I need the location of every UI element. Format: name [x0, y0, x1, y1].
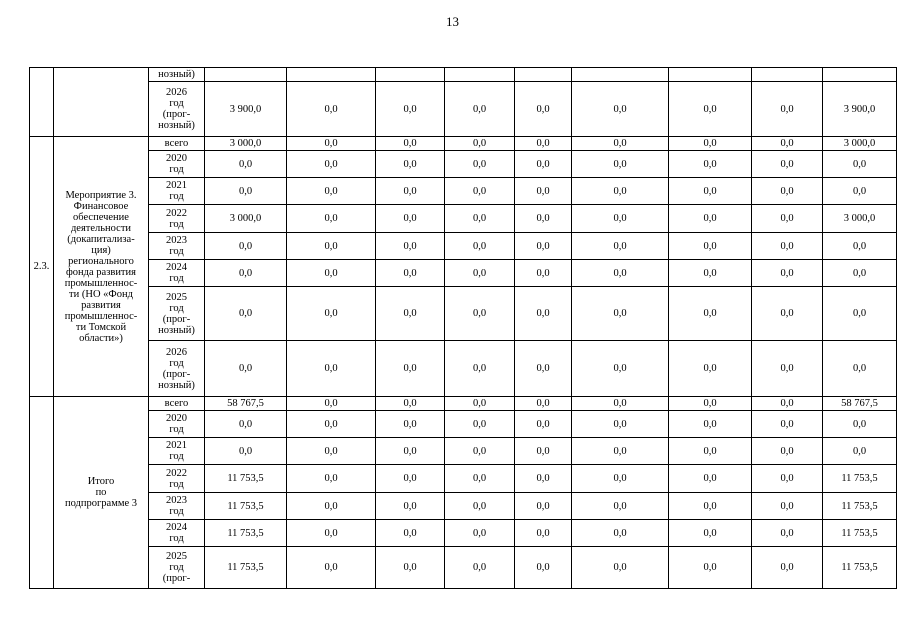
table-row	[30, 68, 897, 82]
page-number: 13	[446, 14, 459, 29]
value-cell: 0,0	[669, 260, 752, 287]
value-cell: 0,0	[445, 82, 515, 137]
row-id-cell: 2.3.	[30, 137, 54, 397]
value-cell: 0,0	[572, 547, 669, 589]
value-cell: 0,0	[515, 493, 572, 520]
year-cell: 2024 год	[149, 260, 205, 287]
value-cell: 0,0	[669, 287, 752, 341]
table-row	[30, 465, 897, 493]
value-cell: 0,0	[287, 547, 376, 589]
value-cell: 0,0	[669, 547, 752, 589]
year-cell: 2020 год	[149, 151, 205, 178]
value-cell	[376, 68, 445, 82]
year-cell: 2025 год (прог-	[149, 547, 205, 589]
year-cell: 2020 год	[149, 411, 205, 438]
value-cell: 0,0	[287, 178, 376, 205]
value-cell: 0,0	[823, 178, 897, 205]
value-cell: 0,0	[752, 397, 823, 411]
value-cell: 0,0	[515, 547, 572, 589]
value-cell: 0,0	[287, 341, 376, 397]
value-cell: 0,0	[752, 520, 823, 547]
value-cell: 0,0	[572, 151, 669, 178]
value-cell	[515, 68, 572, 82]
value-cell: 0,0	[287, 82, 376, 137]
year-cell: нозный)	[149, 68, 205, 82]
value-cell: 0,0	[376, 547, 445, 589]
table-row	[30, 82, 897, 137]
value-cell: 0,0	[752, 341, 823, 397]
value-cell: 0,0	[445, 233, 515, 260]
value-cell: 0,0	[572, 397, 669, 411]
value-cell: 0,0	[287, 137, 376, 151]
value-cell: 0,0	[669, 82, 752, 137]
year-cell: всего	[149, 397, 205, 411]
row-id-cell	[30, 68, 54, 137]
value-cell: 11 753,5	[205, 465, 287, 493]
value-cell: 58 767,5	[823, 397, 897, 411]
value-cell: 0,0	[572, 465, 669, 493]
value-cell: 0,0	[669, 397, 752, 411]
table-row	[30, 137, 897, 151]
value-cell	[669, 68, 752, 82]
value-cell: 0,0	[515, 465, 572, 493]
value-cell: 0,0	[376, 397, 445, 411]
value-cell: 11 753,5	[205, 520, 287, 547]
value-cell: 58 767,5	[205, 397, 287, 411]
row-name-cell	[54, 68, 149, 137]
value-cell: 0,0	[376, 520, 445, 547]
value-cell: 0,0	[287, 260, 376, 287]
value-cell: 0,0	[287, 493, 376, 520]
value-cell: 0,0	[669, 520, 752, 547]
table-row	[30, 493, 897, 520]
value-cell: 0,0	[515, 82, 572, 137]
table-row	[30, 178, 897, 205]
table-row	[30, 260, 897, 287]
value-cell: 0,0	[572, 287, 669, 341]
table-row	[30, 151, 897, 178]
table-row	[30, 520, 897, 547]
value-cell: 0,0	[752, 178, 823, 205]
value-cell: 0,0	[445, 287, 515, 341]
value-cell: 0,0	[572, 178, 669, 205]
value-cell: 0,0	[515, 438, 572, 465]
value-cell: 0,0	[572, 260, 669, 287]
value-cell: 0,0	[752, 411, 823, 438]
value-cell: 0,0	[376, 178, 445, 205]
budget-table-body	[30, 68, 897, 589]
value-cell: 0,0	[376, 137, 445, 151]
value-cell: 0,0	[752, 205, 823, 233]
value-cell: 0,0	[445, 260, 515, 287]
value-cell: 0,0	[823, 287, 897, 341]
value-cell: 0,0	[752, 82, 823, 137]
value-cell	[572, 68, 669, 82]
year-cell: 2023 год	[149, 493, 205, 520]
row-name-cell: Итого по подпрограмме 3	[54, 397, 149, 589]
value-cell: 0,0	[445, 438, 515, 465]
value-cell: 0,0	[205, 411, 287, 438]
value-cell: 0,0	[823, 151, 897, 178]
value-cell: 0,0	[515, 260, 572, 287]
year-cell: 2022 год	[149, 465, 205, 493]
value-cell: 0,0	[572, 233, 669, 260]
value-cell: 0,0	[287, 520, 376, 547]
value-cell: 0,0	[669, 411, 752, 438]
value-cell: 0,0	[752, 493, 823, 520]
value-cell: 0,0	[376, 341, 445, 397]
table-row	[30, 341, 897, 397]
value-cell: 0,0	[376, 151, 445, 178]
year-cell: 2022 год	[149, 205, 205, 233]
value-cell: 0,0	[752, 260, 823, 287]
value-cell: 0,0	[445, 137, 515, 151]
value-cell: 0,0	[445, 547, 515, 589]
value-cell: 0,0	[752, 137, 823, 151]
year-cell: 2021 год	[149, 178, 205, 205]
value-cell: 0,0	[572, 493, 669, 520]
value-cell	[287, 68, 376, 82]
value-cell: 0,0	[752, 151, 823, 178]
value-cell: 0,0	[445, 151, 515, 178]
value-cell: 0,0	[205, 260, 287, 287]
value-cell: 0,0	[205, 287, 287, 341]
value-cell: 0,0	[205, 438, 287, 465]
value-cell: 3 000,0	[823, 205, 897, 233]
year-cell: 2025 год (прог- нозный)	[149, 287, 205, 341]
value-cell: 0,0	[752, 233, 823, 260]
value-cell: 0,0	[445, 520, 515, 547]
value-cell: 0,0	[669, 178, 752, 205]
value-cell: 11 753,5	[823, 493, 897, 520]
value-cell: 11 753,5	[205, 547, 287, 589]
value-cell: 0,0	[205, 151, 287, 178]
value-cell: 0,0	[376, 438, 445, 465]
value-cell: 0,0	[752, 547, 823, 589]
value-cell: 0,0	[669, 493, 752, 520]
value-cell: 0,0	[445, 493, 515, 520]
value-cell: 0,0	[515, 205, 572, 233]
row-name-cell: Мероприятие 3. Финансовое обеспечение деятельности (докапитализа- ция) регионального фонда развития промышленнос- ти (НО «Фонд развития промышленнос- ти Томской области»)	[54, 137, 149, 397]
value-cell: 11 753,5	[823, 520, 897, 547]
value-cell: 0,0	[752, 438, 823, 465]
value-cell: 0,0	[515, 137, 572, 151]
value-cell: 0,0	[823, 438, 897, 465]
table-row	[30, 287, 897, 341]
value-cell: 0,0	[376, 287, 445, 341]
value-cell: 0,0	[572, 205, 669, 233]
value-cell: 0,0	[287, 233, 376, 260]
value-cell: 0,0	[287, 411, 376, 438]
value-cell: 0,0	[823, 260, 897, 287]
year-cell: всего	[149, 137, 205, 151]
value-cell: 11 753,5	[823, 465, 897, 493]
value-cell: 0,0	[572, 438, 669, 465]
value-cell: 0,0	[376, 205, 445, 233]
value-cell: 0,0	[669, 137, 752, 151]
value-cell: 0,0	[287, 397, 376, 411]
value-cell	[823, 68, 897, 82]
value-cell: 0,0	[752, 287, 823, 341]
value-cell: 0,0	[445, 397, 515, 411]
value-cell: 0,0	[752, 465, 823, 493]
value-cell: 0,0	[287, 465, 376, 493]
table-row	[30, 397, 897, 411]
value-cell: 0,0	[572, 137, 669, 151]
value-cell: 0,0	[823, 411, 897, 438]
table-row	[30, 205, 897, 233]
value-cell: 0,0	[572, 411, 669, 438]
year-cell: 2024 год	[149, 520, 205, 547]
value-cell: 0,0	[515, 233, 572, 260]
value-cell: 0,0	[287, 287, 376, 341]
value-cell: 0,0	[669, 151, 752, 178]
value-cell: 0,0	[515, 151, 572, 178]
value-cell: 0,0	[376, 233, 445, 260]
value-cell: 0,0	[669, 438, 752, 465]
value-cell: 0,0	[445, 411, 515, 438]
year-cell: 2021 год	[149, 438, 205, 465]
value-cell: 0,0	[515, 287, 572, 341]
value-cell: 11 753,5	[823, 547, 897, 589]
value-cell: 0,0	[287, 205, 376, 233]
table-row	[30, 547, 897, 589]
value-cell: 3 900,0	[823, 82, 897, 137]
value-cell: 0,0	[669, 341, 752, 397]
value-cell: 0,0	[287, 438, 376, 465]
value-cell	[205, 68, 287, 82]
value-cell: 0,0	[376, 465, 445, 493]
value-cell: 0,0	[376, 82, 445, 137]
row-id-cell	[30, 397, 54, 589]
value-cell: 0,0	[205, 178, 287, 205]
value-cell: 0,0	[287, 151, 376, 178]
value-cell: 0,0	[445, 205, 515, 233]
value-cell: 0,0	[515, 341, 572, 397]
value-cell: 0,0	[669, 205, 752, 233]
value-cell: 0,0	[669, 233, 752, 260]
value-cell: 3 000,0	[205, 137, 287, 151]
value-cell: 3 000,0	[205, 205, 287, 233]
value-cell	[445, 68, 515, 82]
table-row	[30, 411, 897, 438]
value-cell: 0,0	[515, 178, 572, 205]
year-cell: 2023 год	[149, 233, 205, 260]
value-cell: 0,0	[515, 520, 572, 547]
value-cell: 0,0	[376, 411, 445, 438]
year-cell: 2026 год (прог- нозный)	[149, 341, 205, 397]
value-cell: 11 753,5	[205, 493, 287, 520]
value-cell: 0,0	[445, 465, 515, 493]
value-cell: 0,0	[572, 341, 669, 397]
year-cell: 2026 год (прог- нозный)	[149, 82, 205, 137]
value-cell: 0,0	[376, 260, 445, 287]
value-cell	[752, 68, 823, 82]
value-cell: 0,0	[669, 465, 752, 493]
value-cell: 0,0	[205, 233, 287, 260]
value-cell: 3 900,0	[205, 82, 287, 137]
value-cell: 0,0	[823, 233, 897, 260]
value-cell: 0,0	[515, 397, 572, 411]
table-row	[30, 438, 897, 465]
value-cell: 0,0	[205, 341, 287, 397]
budget-table	[29, 67, 897, 589]
value-cell: 0,0	[823, 341, 897, 397]
value-cell: 0,0	[572, 82, 669, 137]
value-cell: 3 000,0	[823, 137, 897, 151]
table-row	[30, 233, 897, 260]
value-cell: 0,0	[445, 341, 515, 397]
value-cell: 0,0	[515, 411, 572, 438]
value-cell: 0,0	[572, 520, 669, 547]
value-cell: 0,0	[376, 493, 445, 520]
value-cell: 0,0	[445, 178, 515, 205]
